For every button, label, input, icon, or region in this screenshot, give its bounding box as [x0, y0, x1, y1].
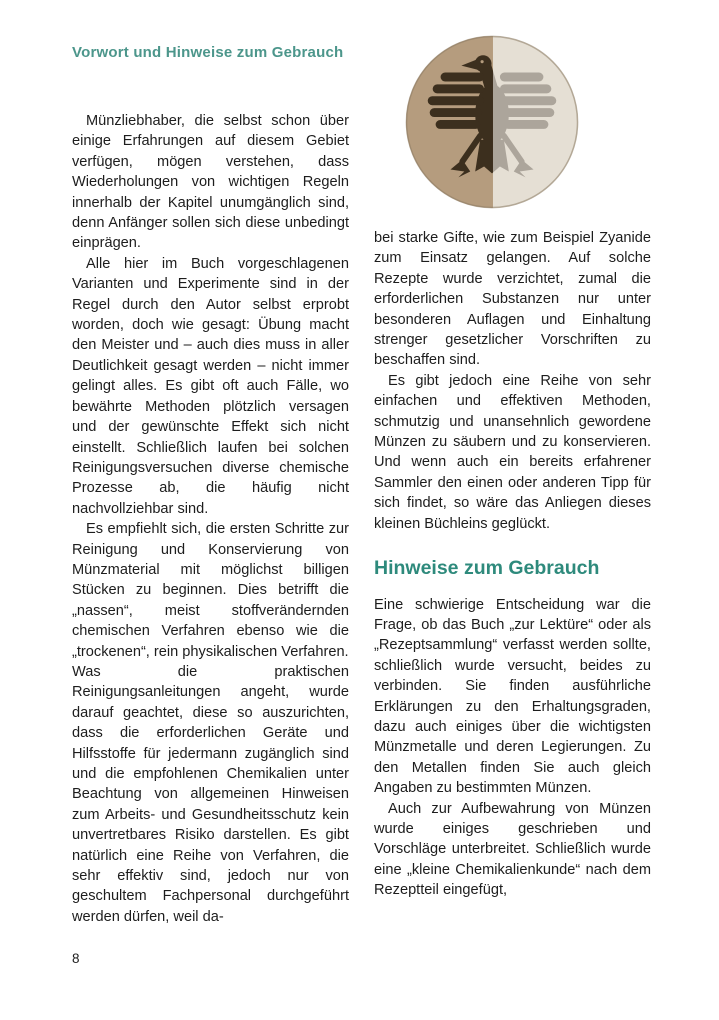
- page-number: 8: [72, 951, 80, 966]
- paragraph: bei starke Gifte, wie zum Beispiel Zyanide zum Einsatz gelangen. Auf solche Rezepte wurde verzichtet, zumal die erforderlichen Substanzen nur unter besonderen Auflagen und Einhaltung strenger gesetzlicher Vorschriften zu beschaffen sind.: [374, 230, 651, 369]
- paragraph: Es gibt jedoch eine Reihe von sehr einfachen und effektiven Methoden, schmutzig und unansehnlich gewordene Münzen zu säubern und zu konservieren. Und wenn auch ein bereits erfahrener Sammler den einen oder anderen Tipp für sich findet, so wäre das Anliegen dieses kleinen Büchleins geglückt.: [374, 372, 651, 532]
- left-column: [72, 111, 349, 927]
- right-column: [374, 228, 651, 901]
- paragraph: Münzliebhaber, die selbst schon über einige Erfahrungen auf diesem Gebiet verfügen, mögen verstehen, dass Wiederholungen von wichtigen Regeln innerhalb der Kapitel unumgänglich sind, denn Anfänger sollen sich diese unbedingt einprägen.: [72, 113, 349, 252]
- paragraph: Eine schwierige Entscheidung war die Frage, ob das Buch „zur Lektüre“ oder als „Rezeptsammlung“ verfasst werden sollte, schließlich wurde versucht, beides zu verbinden. Sie finden ausführliche Erklärungen zu den Erhaltungsgraden, dazu auch einiges über die wichtigsten Münzmetalle und deren Legierungen. Zu den Metallen finden Sie auch gleich Angaben zu bestimmten Münzen.: [374, 596, 651, 797]
- coin-image: [403, 33, 581, 211]
- paragraph: Auch zur Aufbewahrung von Münzen wurde einiges geschrieben und Vorschläge unterbreitet. Schließlich wurde eine „kleine Chemikalienkunde“ nach dem Rezeptteil eingefügt,: [374, 800, 651, 899]
- eagle-coin-graphic: [403, 33, 581, 211]
- paragraph: Was die praktischen Reinigungsanleitungen angeht, wurde darauf geachtet, diese so auszurichten, dass die erforderlichen Geräte und Hilfsstoffe für jedermann zugänglich sind und die empfohlenen Chemikalien unter Beachtung von allgemeinen Hinweisen zum Arbeits- und Gesundheitsschutz kein unvertretbares Risiko darstellen. Es gibt natürlich eine Reihe von Verfahren, die sehr effektiv sind, jedoch nur von geschultem Fachpersonal durchgeführt werden dürfen, weil da-: [72, 663, 349, 925]
- section-heading: Hinweise zum Gebrauch: [374, 557, 600, 580]
- running-header: Vorwort und Hinweise zum Gebrauch: [72, 44, 344, 61]
- paragraph: Alle hier im Buch vorgeschlagenen Varianten und Experimente sind in der Regel durch den Autor selbst erprobt worden, doch wie gesagt: Übung macht den Meister und – auch dies muss in aller Deutlichkeit gesagt werden – nicht immer gelingt alles. Es gibt oft auch Fälle, wo bewährte Methoden plötzlich versagen und der gewünschte Effekt sich nicht einstellt. Schließlich laufen bei solchen Reinigungsversuchen diverse chemische Prozesse ab, die häufig nicht nachvollziehbar sind.: [72, 255, 349, 517]
- coin-face: [403, 33, 581, 211]
- paragraph: Es empfiehlt sich, die ersten Schritte zur Reinigung und Konservierung von Münzmaterial mit möglichst billigen Stücken zu beginnen. Dies betrifft die „nassen“, meist stoffverändernden chemischen Verfahren ebenso wie die „trockenen“, rein physikalischen Verfahren.: [72, 521, 349, 660]
